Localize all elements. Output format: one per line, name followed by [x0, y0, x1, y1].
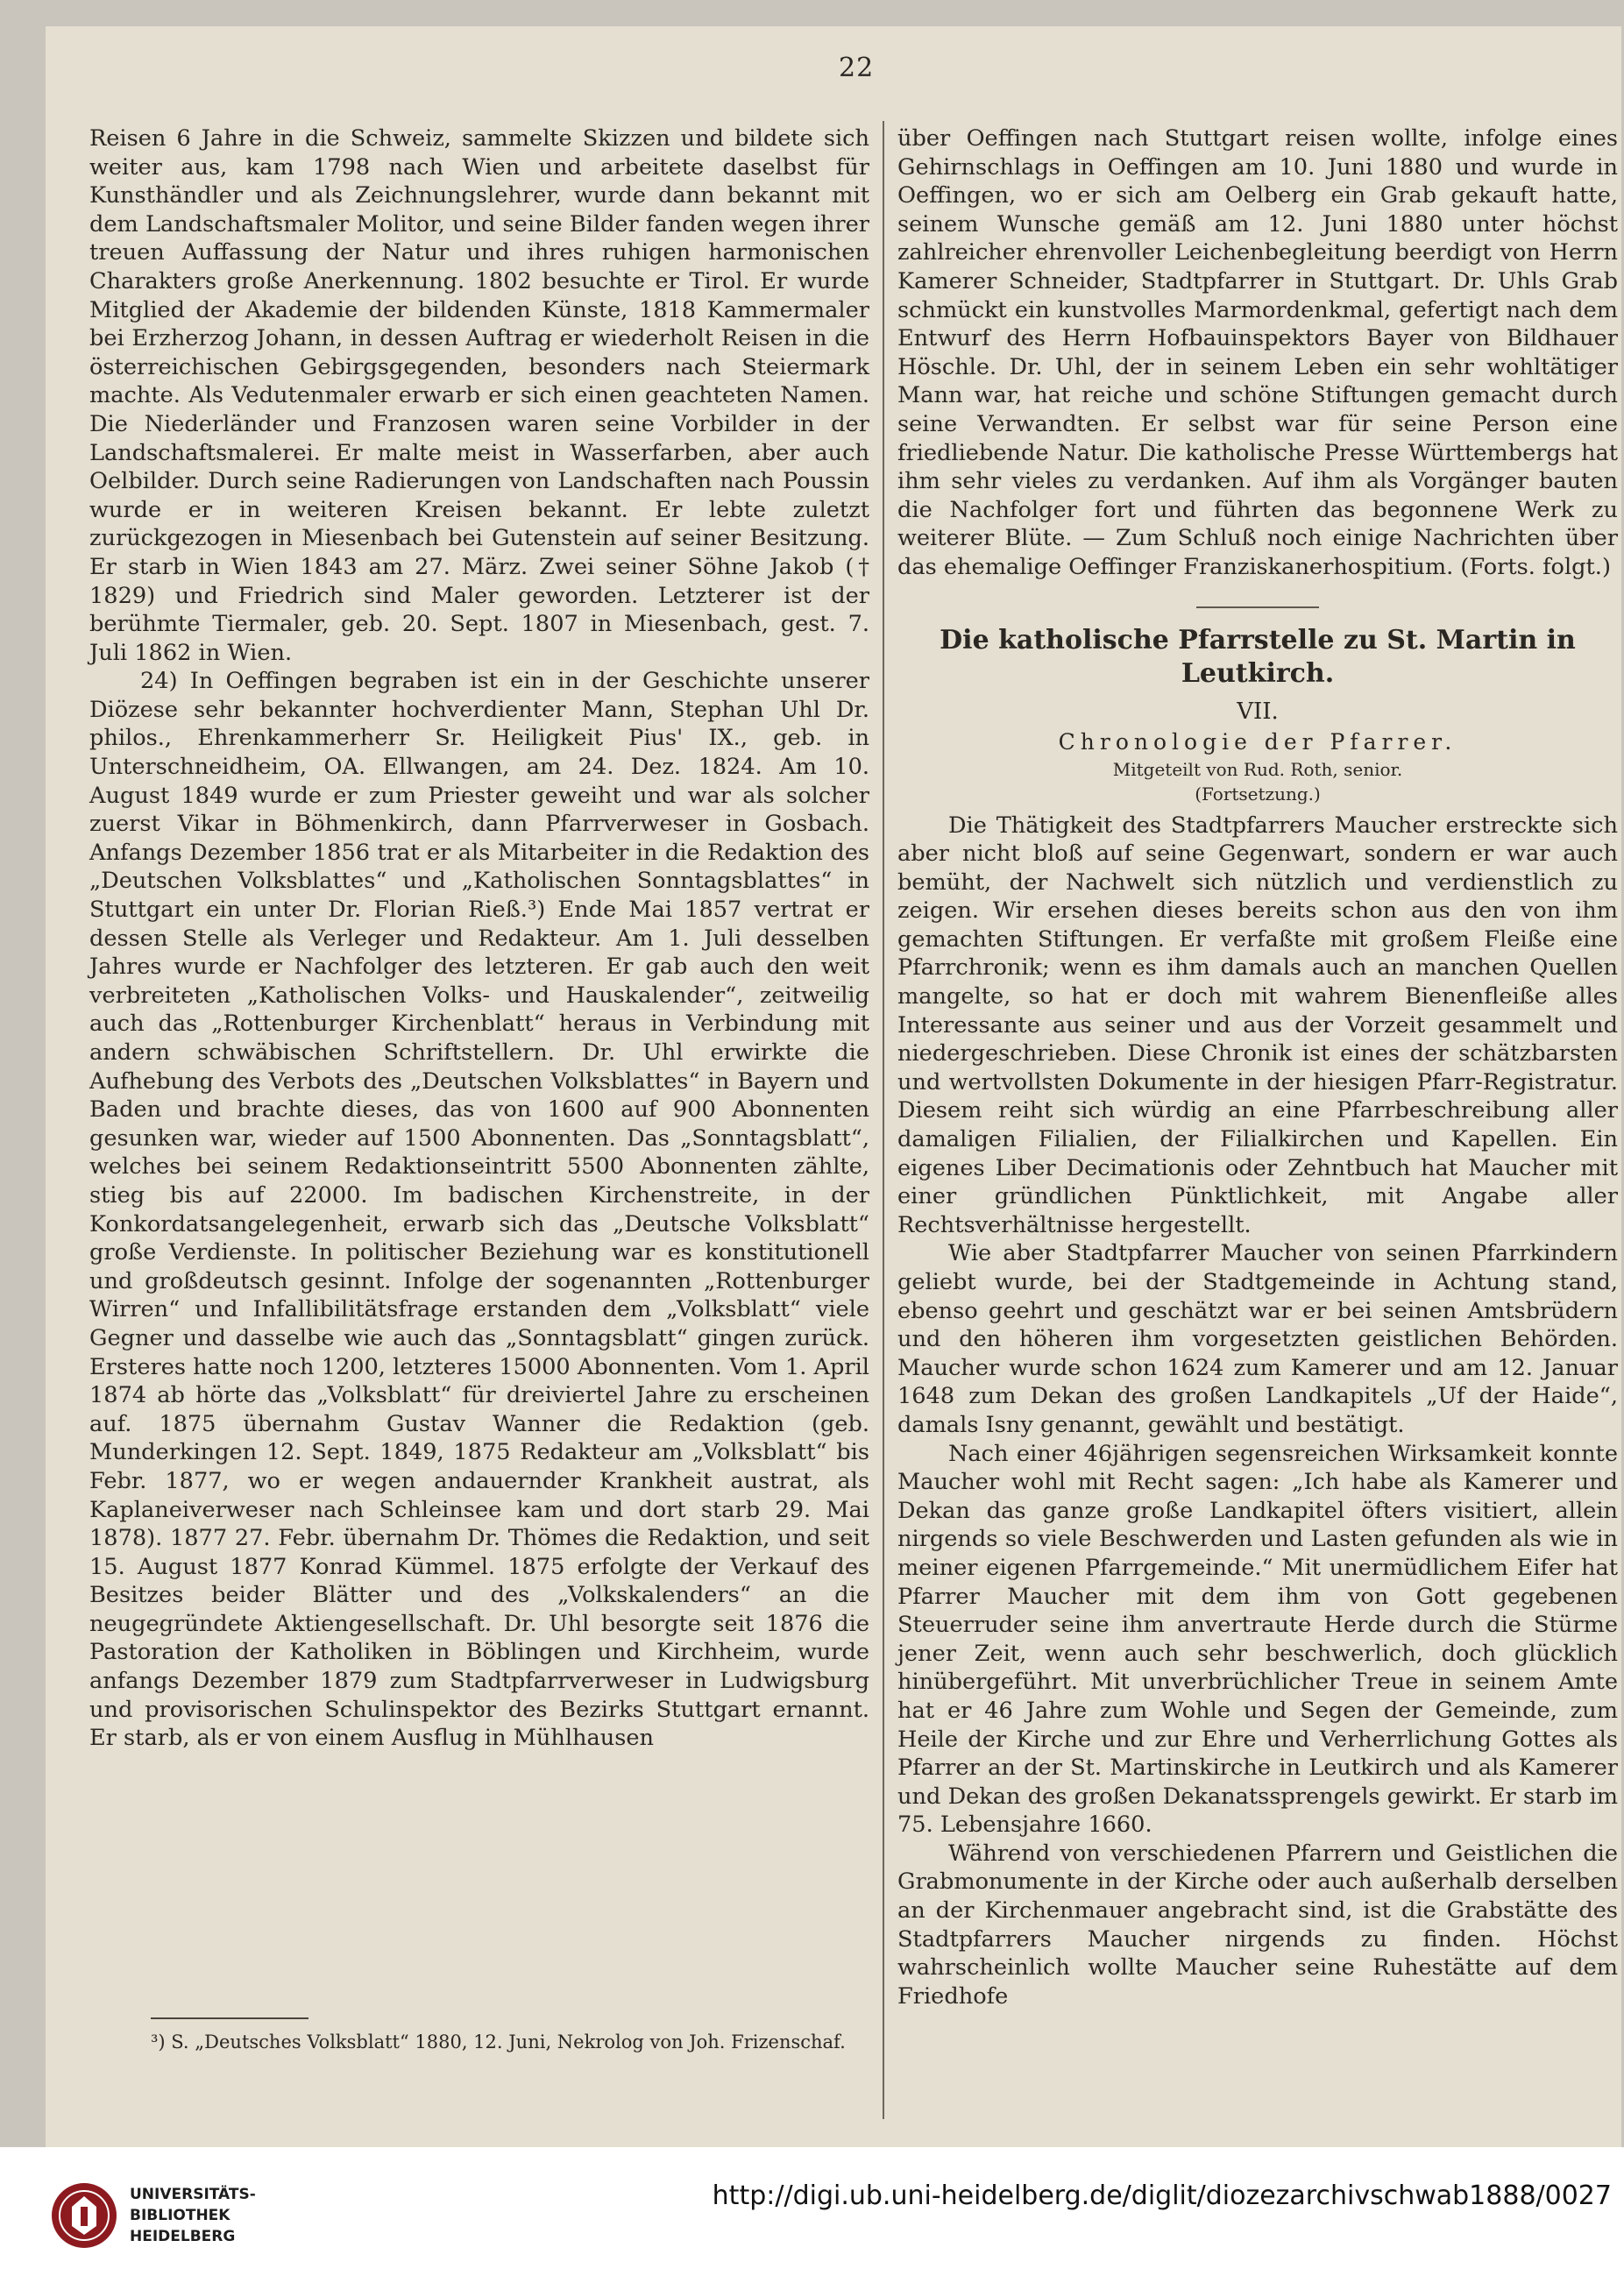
section-header: [897, 606, 1618, 806]
right-paragraph-3: Nach einer 46jährigen segensreichen Wirksamkeit konnte Maucher wohl mit Recht sagen: „Ich habe als Kamerer und Dekan das ganze große Landkapitel öfters visitiert, allein nirgends so viele Beschwerden und Lasten gefunden als wie in meiner eigenen Pfarrgemeinde.“ Mit unermüdlichem Eifer hat Pfarrer Maucher mit dem ihm von Gott gegebenen Steuerruder seine ihm anvertraute Herde durch die Stürme jener Zeit, wenn auch sehr beschwerlich, doch glücklich hinübergeführt. Mit unverbrüchlicher Treue in seinem Amte hat er 46 Jahre zum Wohle und Segen der Gemeinde, zum Heile der Kirche und zur Ehre und Verherrlichung Gottes als Pfarrer an der St. Martinskirche in Leutkirch und als Kamerer und Dekan des großen Dekanatssprengels gewirkt. Er starb im 75. Lebensjahre 1660.: [897, 1440, 1618, 1839]
section-credit: Mitgeteilt von Rud. Roth, senior.: [1112, 758, 1403, 780]
right-paragraph-continued: über Oeffingen nach Stuttgart reisen wollte, infolge eines Gehirnschlags in Oeffingen am 10. Juni 1880 und wurde in Oeffingen, wo er sich am Oelberg ein Grab gekauft hatte, seinem Wunsche gemäß am 12. Juni 1880 unter höchst zahlreicher ehrenvoller Leichenbegleitung beerdigt von Herrn Kamerer Schneider, Stadtpfarrer in Stuttgart. Dr. Uhls Grab schmückt ein kunstvolles Marmordenkmal, gefertigt nach dem Entwurf des Herrn Hofbauinspektors Bayer von Bildhauer Höschle. Dr. Uhl, der in seinem Leben ein sehr wohltätiger Mann war, hat reiche und schöne Stiftungen gemacht durch seine Verwandten. Er selbst war für seine Person eine friedliebende Natur. Die katholische Presse Württembergs hat ihm sehr vieles zu verdanken. Auf ihm als Vorgänger bauten die Nachfolger fort und führten das begonnene Werk zu weiterer Blüte. — Zum Schluß noch einige Nachrichten über das ehemalige Oeffinger Franziskanerhospitium. (Forts. folgt.): [897, 125, 1618, 580]
right-paragraph-1: Die Thätigkeit des Stadtpfarrers Maucher erstreckte sich aber nicht bloß auf seine Gegenwart, sondern er war auch bemüht, der Nachwelt sich nützlich und verdienstlich zu zeigen. Wir ersehen dieses bereits schon aus den von ihm gemachten Stiftungen. Er verfaßte mit großem Fleiße eine Pfarrchronik; wenn es ihm damals auch an manchen Quellen mangelte, so hat er doch mit wahrem Bienenfleiße alles Interessante aus seiner und aus der Vorzeit gesammelt und niedergeschrieben. Diese Chronik ist eines der schätzbarsten und wertvollsten Dokumente in der hiesigen Pfarr-Registratur. Diesem reiht sich würdig an eine Pfarrbeschreibung aller damaligen Filialien, der Filialkirchen und Kapellen. Ein eigenes Liber Decimationis oder Zehntbuch hat Maucher mit einer gründlichen Pünktlichkeit, mit Angabe aller Rechtsverhältnisse hergestellt.: [897, 812, 1618, 1238]
section-rule: [1196, 606, 1319, 608]
column-divider: [883, 121, 884, 2119]
library-logo-text: [130, 2184, 256, 2247]
left-column: [89, 124, 869, 1753]
section-subtitle: Chronologie der Pfarrer.: [1058, 728, 1457, 755]
section-title: Die katholische Pfarrstelle zu St. Martin in Leutkirch.: [940, 624, 1576, 689]
section-number: VII.: [1237, 698, 1279, 725]
footnote-rule: [151, 2017, 308, 2019]
logo-line-2: BIBLIOTHEK: [130, 2207, 230, 2224]
section-body: [897, 812, 1618, 2011]
left-paragraph-1: Reisen 6 Jahre in die Schweiz, sammelte Skizzen und bildete sich weiter aus, kam 1798 nach Wien und arbeitete daselbst für Kunsthändler und als Zeichnungslehrer, wurde dann bekannt mit dem Landschaftsmaler Molitor, und seine Bilder fanden wegen ihrer treuen Auffassung der Natur und ihres ruhigen harmonischen Charakters große Anerkennung. 1802 besuchte er Tirol. Er wurde Mitglied der Akademie der bildenden Künste, 1818 Kammermaler bei Erzherzog Johann, in dessen Auftrag er wiederholt Reisen in die österreichischen Gebirgsgegenden, besonders nach Steiermark machte. Als Vedutenmaler erwarb er sich einen geachteten Namen. Die Niederländer und Franzosen waren seine Vorbilder in der Landschaftsmalerei. Er malte meist in Wasserfarben, aber auch Oelbilder. Durch seine Radierungen von Landschaften nach Poussin wurde er in weiteren Kreisen bekannt. Er lebte zuletzt zurückgezogen in Miesenbach bei Gutenstein auf seiner Besitzung. Er starb in Wien 1843 am 27. März. Zwei seiner Söhne Jakob († 1829) und Friedrich sind Maler geworden. Letzterer ist der berühmte Tiermaler, geb. 20. Sept. 1807 in Miesenbach, gest. 7. Juli 1862 in Wien.: [89, 125, 869, 666]
source-url[interactable]: http://digi.ub.uni-heidelberg.de/diglit/diozezarchivschwab1888/0027: [712, 2180, 1612, 2211]
scanned-page: [46, 26, 1621, 2147]
right-paragraph-2: Wie aber Stadtpfarrer Maucher von seinen Pfarrkindern geliebt wurde, bei der Stadtgemeinde in Achtung stand, ebenso geehrt und geschätzt war er bei seinen Amtsbrüdern und den höheren ihm vorgesetzten geistlichen Behörden. Maucher wurde schon 1624 zum Kamerer und am 12. Januar 1648 zum Dekan des großen Landkapitels „Uf der Haide“, damals Isny genannt, gewählt und bestätigt.: [897, 1240, 1618, 1438]
footnote: ³) S. „Deutsches Volksblatt“ 1880, 12. Juni, Nekrolog von Joh. Frizenschaf.: [151, 2031, 846, 2053]
footer-bar: [0, 2147, 1624, 2283]
page-number: 22: [839, 53, 875, 83]
right-column: [897, 124, 1618, 2010]
logo-line-1: UNIVERSITÄTS-: [130, 2186, 256, 2203]
right-paragraph-4: Während von verschiedenen Pfarrern und Geistlichen die Grabmonumente in der Kirche oder auch außerhalb derselben an der Kirchenmauer angebracht sind, ist die Grabstätte des Stadtpfarrers Maucher nirgends zu finden. Höchst wahrscheinlich wollte Maucher seine Ruhestätte auf dem Friedhofe: [897, 1840, 1618, 2010]
logo-line-3: HEIDELBERG: [130, 2228, 236, 2245]
section-continuation: (Fortsetzung.): [1195, 783, 1321, 805]
left-paragraph-2: 24) In Oeffingen begraben ist ein in der Geschichte unserer Diözese sehr bekannter hochverdienter Mann, Stephan Uhl Dr. philos., Ehrenkammerherr Sr. Heiligkeit Pius' IX., geb. in Unterschneidheim, OA. Ellwangen, am 24. Dez. 1824. Am 10. August 1849 wurde er zum Priester geweiht und war als solcher zuerst Vikar in Böhmenkirch, dann Pfarrverweser in Gosbach. Anfangs Dezember 1856 trat er als Mitarbeiter in die Redaktion des „Deutschen Volksblattes“ und „Katholischen Sonntagsblattes“ in Stuttgart ein unter Dr. Florian Rieß.³) Ende Mai 1857 vertrat er dessen Stelle als Verleger und Redakteur. Am 1. Juli desselben Jahres wurde er Nachfolger des letzteren. Er gab auch den weit verbreiteten „Katholischen Volks- und Hauskalender“, zeitweilig auch das „Rottenburger Kirchenblatt“ heraus in Verbindung mit andern schwäbischen Schriftstellern. Dr. Uhl erwirkte die Aufhebung des Verbots des „Deutschen Volksblattes“ in Bayern und Baden und brachte dieses, das von 1600 auf 900 Abonnenten gesunken war, wieder auf 1500 Abonnenten. Das „Sonntagsblatt“, welches bei seinem Redaktionseintritt 5500 Abonnenten zählte, stieg bis auf 22000. Im badischen Kirchenstreite, in der Konkordatsangelegenheit, erwarb sich das „Deutsche Volksblatt“ große Verdienste. In politischer Beziehung war es konstitutionell und großdeutsch gesinnt. Infolge der sogenannten „Rottenburger Wirren“ und Infallibilitätsfrage erstanden dem „Volksblatt“ viele Gegner und dasselbe wie auch das „Sonntagsblatt“ gingen zurück. Ersteres hatte noch 1200, letzteres 15000 Abonnenten. Vom 1. April 1874 ab hörte das „Volksblatt“ für dreiviertel Jahre zu erscheinen auf. 1875 übernahm Gustav Wanner die Redaktion (geb. Munderkingen 12. Sept. 1849, 1875 Redakteur am „Volksblatt“ bis Febr. 1877, wo er wegen andauernder Krankheit austrat, als Kaplaneiverweser nach Schleinsee kam und dort starb 29. Mai 1878). 1877 27. Febr. übernahm Dr. Thömes die Redaktion, und seit 15. August 1877 Konrad Kümmel. 1875 erfolgte der Verkauf des Besitzes beider Blätter und des „Volkskalenders“ an die neugegründete Aktiengesellschaft. Dr. Uhl besorgte seit 1876 die Pastoration der Katholiken in Böblingen und Kirchheim, wurde anfangs Dezember 1879 zum Stadtpfarrverweser in Ludwigsburg und provisorischen Schulinspektor des Bezirks Stuttgart ernannt. Er starb, als er von einem Ausflug in Mühlhausen: [89, 668, 869, 1752]
university-seal-icon: [49, 2180, 119, 2251]
